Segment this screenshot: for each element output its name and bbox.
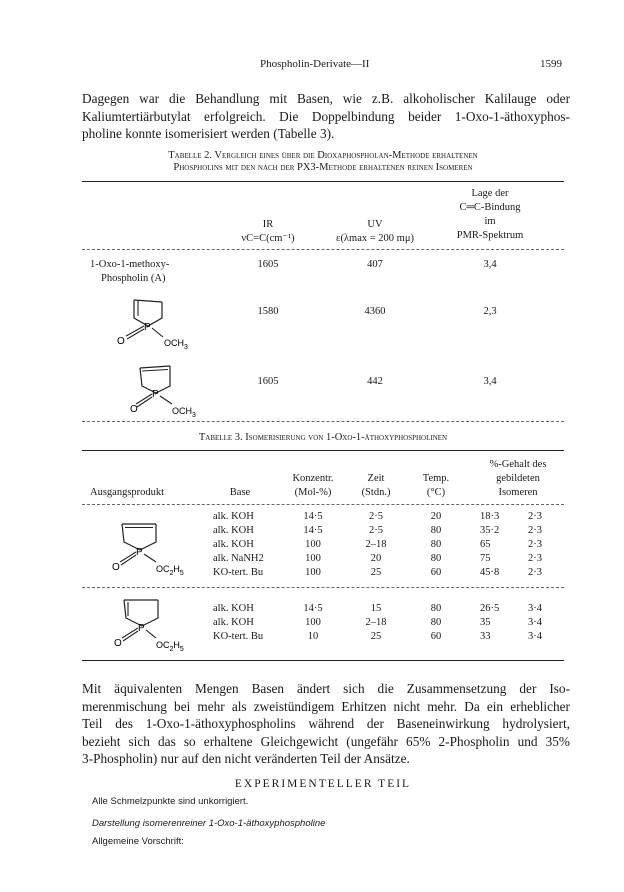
table3-col-base: Base xyxy=(229,487,251,498)
table3-temp: 80 xyxy=(430,603,442,614)
table3-base: alk. KOH xyxy=(213,603,254,614)
table2-col-ir: IR xyxy=(262,219,274,230)
table3-isomer: 2·3 xyxy=(528,525,542,536)
after-line: Teil des 1-Oxo-1-äthoxyphospholins während der Baseneinwirkung hydrolysiert, xyxy=(82,716,570,732)
table3-col-zeit-2: (Stdn.) xyxy=(361,487,391,498)
table2-pmr-value: 3,4 xyxy=(483,259,497,270)
table2-col-uv-unit: ε(λmax = 200 mμ) xyxy=(336,233,414,244)
substituent-och3: $OCH_3$ xyxy=(172,406,196,419)
table3-zeit: 2–18 xyxy=(365,617,387,628)
page-number: 1599 xyxy=(540,58,562,70)
table3-zeit: 2–18 xyxy=(365,539,387,550)
table3-gehalt: 33 xyxy=(480,631,491,642)
table3-temp: 80 xyxy=(430,525,442,536)
table3-konz: 100 xyxy=(305,617,321,628)
table3-isomer: 2·3 xyxy=(528,567,542,578)
table3-col-ausgangsprodukt: Ausgangsprodukt xyxy=(90,487,165,498)
table3-col-gehalt-3: Isomeren xyxy=(498,487,538,498)
atom-p: P xyxy=(136,547,143,558)
running-title: Phospholin-Derivate—II xyxy=(260,58,370,70)
after-line: merenmischung bei mehr als zweistündigem Erhitzen nicht mehr. Da ein erheblicher xyxy=(82,698,570,714)
table2-header-rule xyxy=(82,249,564,250)
table3-caption xyxy=(82,432,564,444)
intro-line: pholine konnte isomerisiert werden (Tabelle 3). xyxy=(82,126,335,142)
table3-zeit: 2·5 xyxy=(369,511,383,522)
table2-caption xyxy=(82,150,564,174)
table2-caption-line2: Phospholins mit den nach der PX3-Methode erhaltenen reinen Isomeren xyxy=(173,162,473,173)
table2-bottom-rule xyxy=(82,421,564,422)
table3-base: alk. KOH xyxy=(213,539,254,550)
table3-isomer: 2·3 xyxy=(528,539,542,550)
table3-konz: 14·5 xyxy=(303,511,323,522)
table3-zeit: 15 xyxy=(370,603,382,614)
table3-gehalt: 75 xyxy=(480,553,491,564)
table3-konz: 100 xyxy=(305,539,321,550)
after-paragraph xyxy=(82,680,570,768)
table3-isomer: 3·4 xyxy=(528,603,542,614)
atom-o: O xyxy=(112,562,120,573)
table2-col-uv: UV xyxy=(367,219,383,230)
table2-top-rule xyxy=(82,181,564,182)
intro-paragraph xyxy=(82,90,570,143)
intro-line: Kaliumtertiärbutylat erfolgreich. Die Doppelbindung beider 1-Oxo-1-äthoxyphos- xyxy=(82,108,570,124)
table3-isomer: 2·3 xyxy=(528,511,542,522)
table3-group-divider xyxy=(82,587,564,588)
table3-zeit: 25 xyxy=(370,567,382,578)
after-line: Mit äquivalenten Mengen Basen ändert sich die Zusammensetzung der Iso- xyxy=(82,681,570,696)
table3-header-rule xyxy=(82,504,564,505)
table2-pmr-value: 2,3 xyxy=(483,306,497,317)
table3-isomer: 2·3 xyxy=(528,553,542,564)
table3-temp: 60 xyxy=(430,631,442,642)
table3-isomer: 3·4 xyxy=(528,631,542,642)
atom-o: O xyxy=(130,404,138,415)
table3-gehalt: 35 xyxy=(480,617,491,628)
table3-base: alk. KOH xyxy=(213,617,254,628)
table2-uv-value: 442 xyxy=(367,376,383,387)
structure-3-phospholene-oc2h5 xyxy=(112,592,212,658)
table3-base: KO-tert. Bu xyxy=(213,567,264,578)
table3-temp: 80 xyxy=(430,617,442,628)
table2-row-label-1: 1-Oxo-1-methoxy- xyxy=(90,259,170,270)
experimental-general: Allgemeine Vorschrift: xyxy=(92,836,184,847)
experimental-note: Alle Schmelzpunkte sind unkorrigiert. xyxy=(92,796,249,807)
atom-o: O xyxy=(114,638,122,649)
table3-konz: 14·5 xyxy=(303,525,323,536)
table2-pmr-value: 3,4 xyxy=(483,376,497,387)
structure-2-phospholene-oc2h5 xyxy=(112,514,212,580)
table3-bottom-rule xyxy=(82,660,564,661)
table3-zeit: 2·5 xyxy=(369,525,383,536)
substituent-oc2h5: $OC_2H_5$ xyxy=(156,564,184,577)
table3-col-temp-2: (°C) xyxy=(426,487,446,498)
table2-col-ir-unit: νC=C(cm⁻¹) xyxy=(241,233,295,244)
experimental-subheading: Darstellung isomerenreiner 1-Oxo-1-äthoxyphospholine xyxy=(92,818,326,829)
table2-uv-value: 407 xyxy=(367,259,383,270)
table2-col-pmr-2: C═C-Bindung xyxy=(459,202,521,213)
table2-ir-value: 1605 xyxy=(257,259,279,270)
experimental-heading: EXPERIMENTELLER TEIL xyxy=(234,778,412,790)
table3-col-gehalt-2: gebildeten xyxy=(496,473,540,484)
table3-zeit: 25 xyxy=(370,631,382,642)
table3-col-gehalt-1: %-Gehalt des xyxy=(489,459,547,470)
structure-2-phospholene-och3 xyxy=(108,296,200,356)
table2-row-label-2: Phospholin (A) xyxy=(101,273,166,284)
after-line: bezieht sich das so erhaltene Gleichgewicht (ungefähr 65% 2-Phospholin und 35% xyxy=(82,733,570,749)
table3-konz: 10 xyxy=(307,631,319,642)
table3-zeit: 20 xyxy=(370,553,382,564)
table3-col-konzentr-2: (Mol-%) xyxy=(294,487,332,498)
table3-col-konzentr-1: Konzentr. xyxy=(292,473,334,484)
table3-col-temp-1: Temp. xyxy=(422,473,450,484)
table3-konz: 100 xyxy=(305,567,321,578)
atom-p: P xyxy=(152,389,159,400)
atom-p: P xyxy=(138,623,145,634)
table3-base: KO-tert. Bu xyxy=(213,631,264,642)
table3-top-rule xyxy=(82,450,564,451)
table2-ir-value: 1605 xyxy=(257,376,279,387)
table3-gehalt: 35·2 xyxy=(480,525,500,536)
table2-ir-value: 1580 xyxy=(257,306,279,317)
table2-col-pmr-4: PMR-Spektrum xyxy=(456,230,524,241)
table3-gehalt: 26·5 xyxy=(480,603,500,614)
table2-caption-line1: Tabelle 2. Vergleich eines über die Dioxaphospholan-Methode erhaltenen xyxy=(168,150,478,161)
atom-o: O xyxy=(117,336,125,347)
table3-temp: 20 xyxy=(430,511,442,522)
table3-base: alk. NaNH2 xyxy=(213,553,264,564)
table3-temp: 80 xyxy=(430,539,442,550)
table3-temp: 60 xyxy=(430,567,442,578)
intro-line: Dagegen war die Behandlung mit Basen, wie z.B. alkoholischer Kalilauge oder xyxy=(82,91,570,106)
substituent-och3: $OCH_3$ xyxy=(164,338,188,351)
table2-col-pmr-3: im xyxy=(484,216,496,227)
table3-caption-text: Tabelle 3. Isomerisierung von 1-Oxo-1-äthoxyphospholinen xyxy=(198,432,448,443)
table3-base: alk. KOH xyxy=(213,511,254,522)
table3-gehalt: 18·3 xyxy=(480,511,500,522)
table2-col-pmr-1: Lage der xyxy=(471,188,509,199)
after-line: 3-Phospholin) nur auf den nicht veränderten Teil der Ansätze. xyxy=(82,751,410,767)
table3-gehalt: 65 xyxy=(480,539,491,550)
table3-temp: 80 xyxy=(430,553,442,564)
table2-uv-value: 4360 xyxy=(364,306,386,317)
atom-p: P xyxy=(144,322,151,333)
table3-konz: 100 xyxy=(305,553,321,564)
table3-gehalt: 45·8 xyxy=(480,567,500,578)
table3-konz: 14·5 xyxy=(303,603,323,614)
table3-col-zeit-1: Zeit xyxy=(367,473,385,484)
structure-3-phospholene-och3 xyxy=(130,362,226,422)
table3-isomer: 3·4 xyxy=(528,617,542,628)
substituent-oc2h5: $OC_2H_5$ xyxy=(156,640,184,653)
table3-base: alk. KOH xyxy=(213,525,254,536)
